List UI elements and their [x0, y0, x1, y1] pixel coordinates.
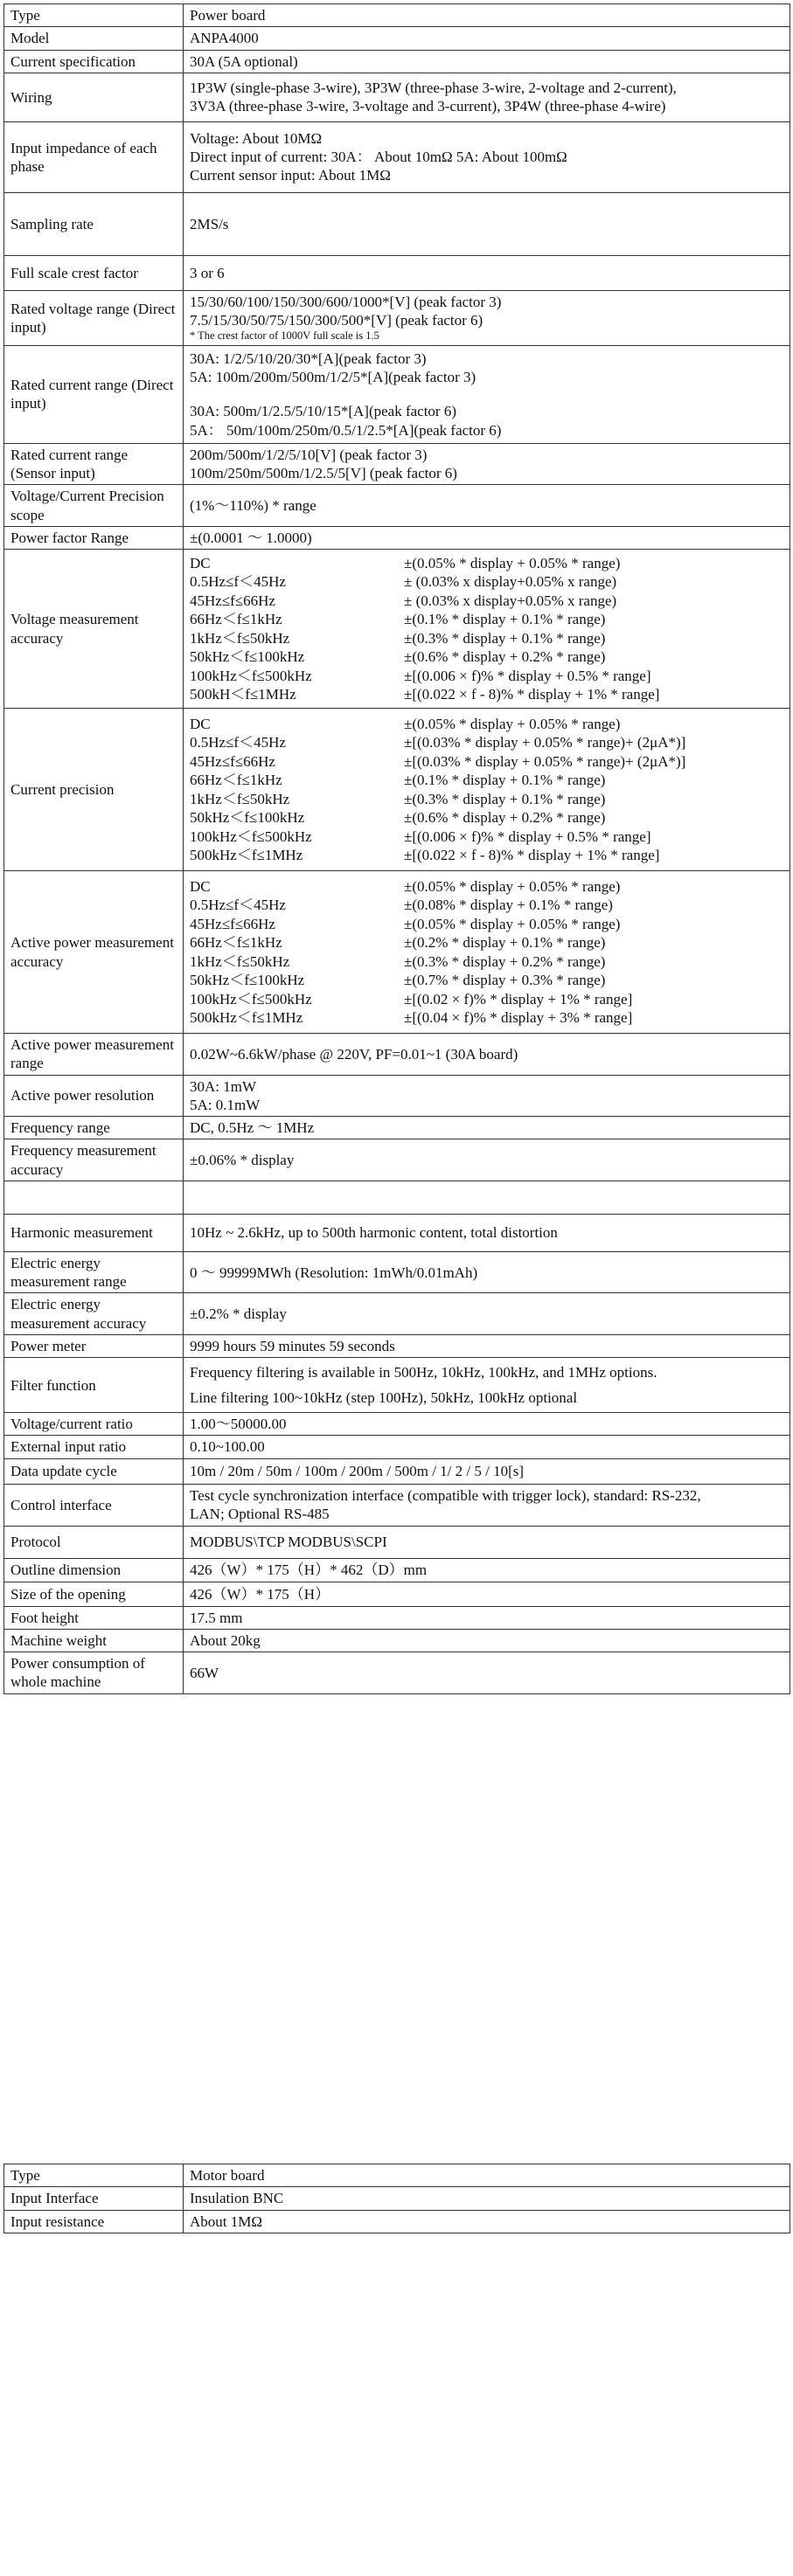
filter-line: Line filtering 100~10kHz (step 100Hz), 50kHz, 100kHz optional	[190, 1389, 578, 1407]
table-row	[4, 121, 790, 192]
table-row	[4, 1436, 790, 1458]
table-row	[4, 1606, 790, 1629]
spec-value: Power board	[184, 4, 790, 27]
spec-value	[184, 345, 790, 443]
spec-value: 0 ～ 99999MWh (Resolution: 1mWh/0.01mAh)	[184, 1251, 790, 1293]
table-row	[4, 1413, 790, 1436]
spec-key: Voltage/current ratio	[4, 1413, 184, 1436]
table-row	[4, 50, 790, 73]
spec-value: 10m / 20m / 50m / 100m / 200m / 500m / 1/ 2 / 5 / 10[s]	[184, 1458, 790, 1484]
table-row	[4, 1652, 790, 1694]
freq-band: 0.5Hz≤f＜45Hz	[190, 897, 286, 914]
rated-current-line: 5A: 100m/200m/500m/1/2/5*[A](peak factor 3)	[190, 369, 476, 386]
freq-band: 1kHz＜f≤50kHz	[190, 629, 290, 647]
spec-key: Input impedance of each phase	[4, 121, 184, 192]
sensor-range-line: 100m/250m/500m/1/2.5/5[V] (peak factor 6)	[190, 465, 457, 482]
freq-band: 500kHz＜f≤1MHz	[190, 847, 303, 864]
accuracy-value: ±(0.1% * display + 0.1% * range)	[404, 611, 606, 628]
spec-value: ±(0.0001 ～ 1.0000)	[184, 526, 790, 549]
spec-value: ±0.2% * display	[184, 1293, 790, 1335]
impedance-line: Voltage: About 10MΩ	[190, 129, 323, 147]
table-row	[4, 1117, 790, 1139]
freq-band: DC	[190, 715, 211, 732]
spec-value: 2MS/s	[184, 192, 790, 255]
accuracy-value: ±(0.7% * display + 0.3% * range)	[404, 972, 606, 989]
spec-value: 0.10~100.00	[184, 1436, 790, 1458]
table-row	[4, 1034, 790, 1076]
table-row	[4, 192, 790, 255]
table-row	[4, 1458, 790, 1484]
table-row	[4, 345, 790, 443]
spec-value: ANPA4000	[184, 27, 790, 50]
spec-value: 30A (5A optional)	[184, 50, 790, 73]
accuracy-value: ± (0.03% x display+0.05% x range)	[404, 592, 617, 609]
spec-value: 426（W）* 175（H）* 462（D）mm	[184, 1558, 790, 1582]
spec-key: Full scale crest factor	[4, 255, 184, 290]
spec-key: Active power measurement range	[4, 1034, 184, 1076]
table-row	[4, 1139, 790, 1181]
freq-band: 66Hz＜f≤1kHz	[190, 772, 282, 789]
spec-value	[184, 1075, 790, 1117]
rated-voltage-line: 15/30/60/100/150/300/600/1000*[V] (peak factor 3)	[190, 293, 502, 310]
spec-key: Data update cycle	[4, 1458, 184, 1484]
freq-band: 50kHz＜f≤100kHz	[190, 972, 305, 989]
freq-band: 45Hz≤f≤66Hz	[190, 752, 275, 770]
freq-band: 50kHz＜f≤100kHz	[190, 809, 305, 827]
table-row	[4, 4, 790, 27]
freq-band: 100kHz＜f≤500kHz	[190, 828, 312, 845]
table-row	[4, 526, 790, 549]
freq-band: 66Hz＜f≤1kHz	[190, 611, 282, 628]
freq-band: DC	[190, 554, 211, 571]
accuracy-value: ±(0.05% * display + 0.05% * range)	[404, 554, 621, 571]
spec-value: About 1MΩ	[184, 2210, 790, 2233]
table-row	[4, 550, 790, 709]
rated-current-line: 30A: 1/2/5/10/20/30*[A](peak factor 3)	[190, 350, 427, 367]
accuracy-value: ±[(0.03% * display + 0.05% * range)+ (2μA*)]	[404, 734, 686, 751]
spec-value	[184, 1484, 790, 1526]
spacer	[190, 386, 783, 402]
wiring-line: 1P3W (single-phase 3-wire), 3P3W (three-phase 3-wire, 2-voltage and 2-current),	[190, 80, 677, 96]
spec-value	[184, 550, 790, 709]
spec-key: Type	[4, 4, 184, 27]
spec-key: Harmonic measurement	[4, 1214, 184, 1251]
table-row	[4, 443, 790, 485]
accuracy-value: ±(0.3% * display + 0.1% * range)	[404, 790, 606, 807]
spec-key: Control interface	[4, 1484, 184, 1526]
impedance-line: Direct input of current: 30A： About 10mΩ 5A: About 100mΩ	[190, 149, 567, 166]
spec-value: Insulation BNC	[184, 2187, 790, 2210]
spec-key: Foot height	[4, 1606, 184, 1629]
spec-key: Active power measurement accuracy	[4, 871, 184, 1034]
accuracy-value: ±[(0.022 × f - 8)% * display + 1% * range]	[404, 847, 660, 864]
table-row	[4, 871, 790, 1034]
accuracy-value: ±[(0.04 × f)% * display + 3% * range]	[404, 1009, 633, 1027]
spec-key: Voltage/Current Precision scope	[4, 485, 184, 527]
table-row	[4, 1484, 790, 1526]
rated-current-line: 5A： 50m/100m/250m/0.5/1/2.5*[A](peak factor 6)	[190, 421, 502, 439]
spec-key: Rated voltage range (Direct input)	[4, 290, 184, 345]
freq-band: 1kHz＜f≤50kHz	[190, 790, 290, 807]
spec-key: Electric energy measurement accuracy	[4, 1293, 184, 1335]
table-row	[4, 27, 790, 50]
table-row	[4, 1334, 790, 1357]
table-row	[4, 1251, 790, 1293]
table-row	[4, 485, 790, 527]
spec-value	[184, 73, 790, 121]
wiring-line: 3V3A (three-phase 3-wire, 3-voltage and 3-current), 3P4W (three-phase 4-wire)	[190, 98, 666, 115]
resolution-line: 30A: 1mW	[190, 1077, 257, 1095]
spacer-cell	[184, 1181, 790, 1214]
spec-value: About 20kg	[184, 1629, 790, 1652]
spec-key: Current specification	[4, 50, 184, 73]
spacer-cell	[4, 1181, 184, 1214]
spec-value: 3 or 6	[184, 255, 790, 290]
table-row	[4, 1526, 790, 1558]
freq-band: 0.5Hz≤f＜45Hz	[190, 734, 286, 751]
spec-value	[184, 871, 790, 1034]
table-row	[4, 709, 790, 871]
accuracy-value: ±[(0.02 × f)% * display + 1% * range]	[404, 990, 633, 1008]
rated-voltage-note: * The crest factor of 1000V full scale is 1.5	[190, 329, 379, 343]
spec-value	[184, 290, 790, 345]
accuracy-value: ±[(0.03% * display + 0.05% * range)+ (2μA*)]	[404, 752, 686, 770]
motor-board-spec-table	[3, 2164, 790, 2233]
rated-current-line: 30A: 500m/1/2.5/5/10/15*[A](peak factor 6)	[190, 403, 456, 420]
spec-key: Type	[4, 2164, 184, 2187]
table-row	[4, 1629, 790, 1652]
sensor-range-line: 200m/500m/1/2/5/10[V] (peak factor 3)	[190, 446, 428, 463]
spec-key: Electric energy measurement range	[4, 1251, 184, 1293]
spec-key: Frequency range	[4, 1117, 184, 1139]
spec-key: Current precision	[4, 709, 184, 871]
spec-key: Active power resolution	[4, 1075, 184, 1117]
freq-band: 500kHz＜f≤1MHz	[190, 1009, 303, 1027]
spec-value: Motor board	[184, 2164, 790, 2187]
spec-value	[184, 709, 790, 871]
table-row	[4, 2210, 790, 2233]
accuracy-value: ±(0.6% * display + 0.2% * range)	[404, 809, 606, 827]
freq-band: 45Hz≤f≤66Hz	[190, 592, 275, 609]
freq-band: 0.5Hz≤f＜45Hz	[190, 573, 286, 591]
accuracy-value: ±[(0.006 × f)% * display + 0.5% * range]	[404, 828, 651, 845]
impedance-line: Current sensor input: About 1MΩ	[190, 167, 391, 184]
table-row	[4, 1582, 790, 1606]
spec-value	[184, 1358, 790, 1413]
freq-band: DC	[190, 877, 211, 895]
rated-voltage-line: 7.5/15/30/50/75/150/300/500*[V] (peak factor 6)	[190, 312, 483, 329]
power-board-spec-table	[3, 3, 790, 1694]
accuracy-value: ±[(0.022 × f - 8)% * display + 1% * range]	[404, 686, 660, 703]
spec-key: Rated current range (Direct input)	[4, 345, 184, 443]
spec-value: MODBUS\TCP MODBUS\SCPI	[184, 1526, 790, 1558]
current-accuracy-grid	[190, 715, 783, 865]
spec-key: Input resistance	[4, 2210, 184, 2233]
table-row	[4, 1214, 790, 1251]
table-row	[4, 1181, 790, 1214]
spec-key: Voltage measurement accuracy	[4, 550, 184, 709]
table-row	[4, 255, 790, 290]
table-row	[4, 2187, 790, 2210]
spec-value: ±0.06% * display	[184, 1139, 790, 1181]
spec-key: Sampling rate	[4, 192, 184, 255]
accuracy-value: ±[(0.006 × f)% * display + 0.5% * range]	[404, 667, 651, 684]
table-row	[4, 1558, 790, 1582]
control-line: Test cycle synchronization interface (compatible with trigger lock), standard: RS-232,	[190, 1486, 701, 1504]
table-row	[4, 73, 790, 121]
spec-key: Frequency measurement accuracy	[4, 1139, 184, 1181]
accuracy-value: ±(0.3% * display + 0.1% * range)	[404, 629, 606, 647]
table-row	[4, 1358, 790, 1413]
freq-band: 50kHz＜f≤100kHz	[190, 648, 305, 666]
spec-key: Wiring	[4, 73, 184, 121]
table-row	[4, 2164, 790, 2187]
filter-line: Frequency filtering is available in 500Hz, 10kHz, 100kHz, and 1MHz options.	[190, 1364, 657, 1381]
spec-key: Rated current range (Sensor input)	[4, 443, 184, 485]
power-accuracy-grid	[190, 877, 783, 1028]
spec-value	[184, 121, 790, 192]
spec-key: Outline dimension	[4, 1558, 184, 1582]
accuracy-value: ±(0.3% * display + 0.2% * range)	[404, 952, 606, 970]
voltage-accuracy-grid	[190, 554, 783, 704]
spec-key: Power consumption of whole machine	[4, 1652, 184, 1694]
freq-band: 100kHz＜f≤500kHz	[190, 667, 312, 684]
freq-band: 45Hz≤f≤66Hz	[190, 915, 275, 932]
spec-value: 426（W）* 175（H）	[184, 1582, 790, 1606]
spec-key: Size of the opening	[4, 1582, 184, 1606]
spec-value: 10Hz ~ 2.6kHz, up to 500th harmonic content, total distortion	[184, 1214, 790, 1251]
accuracy-value: ±(0.08% * display + 0.1% * range)	[404, 897, 613, 914]
spec-key: Power meter	[4, 1334, 184, 1357]
accuracy-value: ±(0.05% * display + 0.05% * range)	[404, 715, 621, 732]
accuracy-value: ±(0.6% * display + 0.2% * range)	[404, 648, 606, 666]
control-line: LAN; Optional RS-485	[190, 1506, 330, 1523]
freq-band: 100kHz＜f≤500kHz	[190, 990, 312, 1008]
accuracy-value: ± (0.03% x display+0.05% x range)	[404, 573, 617, 591]
table-row	[4, 1075, 790, 1117]
spec-value: 1.00～50000.00	[184, 1413, 790, 1436]
accuracy-value: ±(0.2% * display + 0.1% * range)	[404, 934, 606, 952]
accuracy-value: ±(0.05% * display + 0.05% * range)	[404, 915, 621, 932]
table-row	[4, 1293, 790, 1335]
freq-band: 1kHz＜f≤50kHz	[190, 952, 290, 970]
freq-band: 500kH＜f≤1MHz	[190, 686, 296, 703]
table-row	[4, 290, 790, 345]
spec-key: Input Interface	[4, 2187, 184, 2210]
freq-band: 66Hz＜f≤1kHz	[190, 934, 282, 952]
spec-key: Power factor Range	[4, 526, 184, 549]
spec-key: Machine weight	[4, 1629, 184, 1652]
spec-key: Protocol	[4, 1526, 184, 1558]
spec-value: 17.5 mm	[184, 1606, 790, 1629]
spec-key: External input ratio	[4, 1436, 184, 1458]
spec-value	[184, 443, 790, 485]
spec-value: (1%～110%) * range	[184, 485, 790, 527]
spec-key: Model	[4, 27, 184, 50]
spec-value: DC, 0.5Hz ～ 1MHz	[184, 1117, 790, 1139]
spec-value: 9999 hours 59 minutes 59 seconds	[184, 1334, 790, 1357]
spec-key: Filter function	[4, 1358, 184, 1413]
resolution-line: 5A: 0.1mW	[190, 1096, 261, 1113]
spec-value: 66W	[184, 1652, 790, 1694]
accuracy-value: ±(0.05% * display + 0.05% * range)	[404, 877, 621, 895]
accuracy-value: ±(0.1% * display + 0.1% * range)	[404, 772, 606, 789]
spec-value: 0.02W~6.6kW/phase @ 220V, PF=0.01~1 (30A board)	[184, 1034, 790, 1076]
